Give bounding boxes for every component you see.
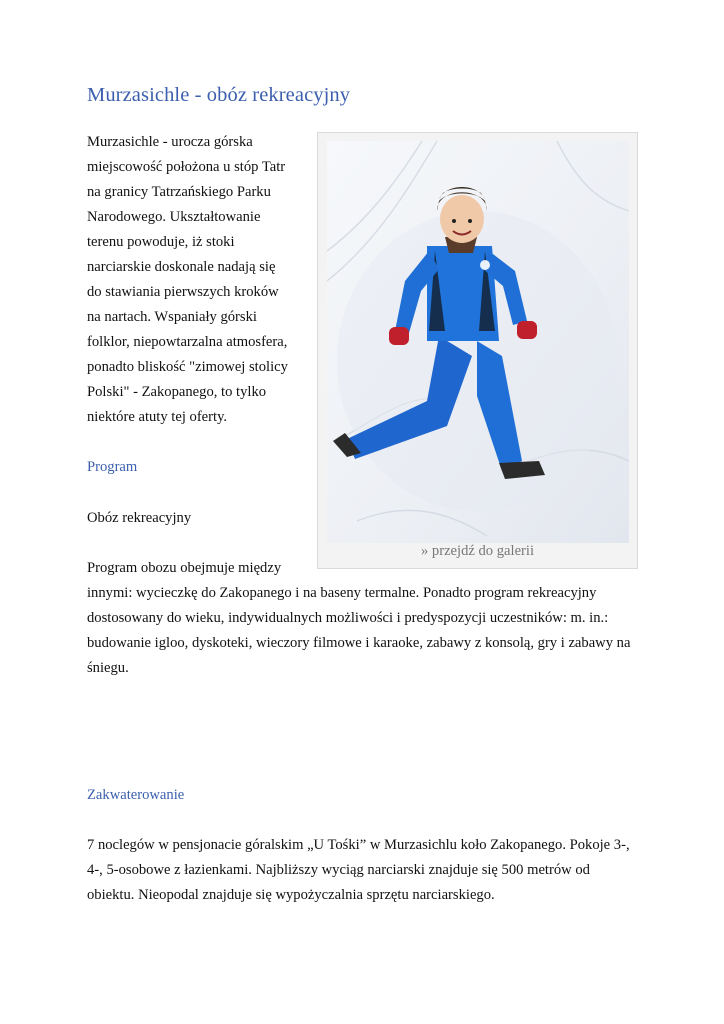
page-title: Murzasichle - obóz rekreacyjny bbox=[87, 84, 351, 106]
program-subtitle: Obóz rekreacyjny bbox=[87, 510, 192, 526]
program-line: dostosowany do wieku, indywidualnych możliwości i predyspozycji uczestników: m. in.: bbox=[87, 610, 609, 626]
program-line: śniegu. bbox=[87, 660, 129, 676]
program-heading: Program bbox=[87, 459, 138, 475]
intro-line: niektóre atuty tej oferty. bbox=[87, 409, 228, 425]
intro-line: folklor, niepowtarzalna atmosfera, bbox=[87, 334, 288, 350]
snow-angel-photo[interactable] bbox=[327, 141, 629, 543]
program-line: budowanie igloo, dyskoteki, wieczory filmowe i karaoke, zabawy z konsolą, gry i zabawy na bbox=[87, 635, 631, 651]
intro-line: na nartach. Wspaniały górski bbox=[87, 309, 257, 325]
intro-line: Murzasichle - urocza górska bbox=[87, 134, 253, 150]
intro-line: Narodowego. Ukształtowanie bbox=[87, 209, 261, 225]
intro-line: na granicy Tatrzańskiego Parku bbox=[87, 184, 271, 200]
accommodation-heading: Zakwaterowanie bbox=[87, 787, 185, 803]
intro-line: terenu powoduje, iż stoki bbox=[87, 234, 235, 250]
program-line: Program obozu obejmuje między bbox=[87, 560, 282, 576]
intro-line: Polski" - Zakopanego, to tylko bbox=[87, 384, 267, 400]
intro-line: narciarskie doskonale nadają się bbox=[87, 259, 276, 275]
accommodation-line: 7 noclegów w pensjonacie góralskim „U Tośki” w Murzasichlu koło Zakopanego. Pokoje 3-, bbox=[87, 837, 630, 853]
photo-figure bbox=[317, 132, 638, 569]
program-line: innymi: wycieczkę do Zakopanego i na baseny termalne. Ponadto program rekreacyjny bbox=[87, 585, 597, 601]
accommodation-line: 4-, 5-osobowe z łazienkami. Najbliższy wyciąg narciarski znajduje się 500 metrów od bbox=[87, 862, 590, 878]
accommodation-line: obiektu. Nieopodal znajduje się wypożyczalnia sprzętu narciarskiego. bbox=[87, 887, 495, 903]
intro-line: ponadto bliskość "zimowej stolicy bbox=[87, 359, 288, 375]
intro-line: miejscowość położona u stóp Tatr bbox=[87, 159, 286, 175]
gallery-link[interactable]: » przejdź do galerii bbox=[420, 543, 535, 559]
intro-line: do stawiania pierwszych kroków bbox=[87, 284, 279, 300]
